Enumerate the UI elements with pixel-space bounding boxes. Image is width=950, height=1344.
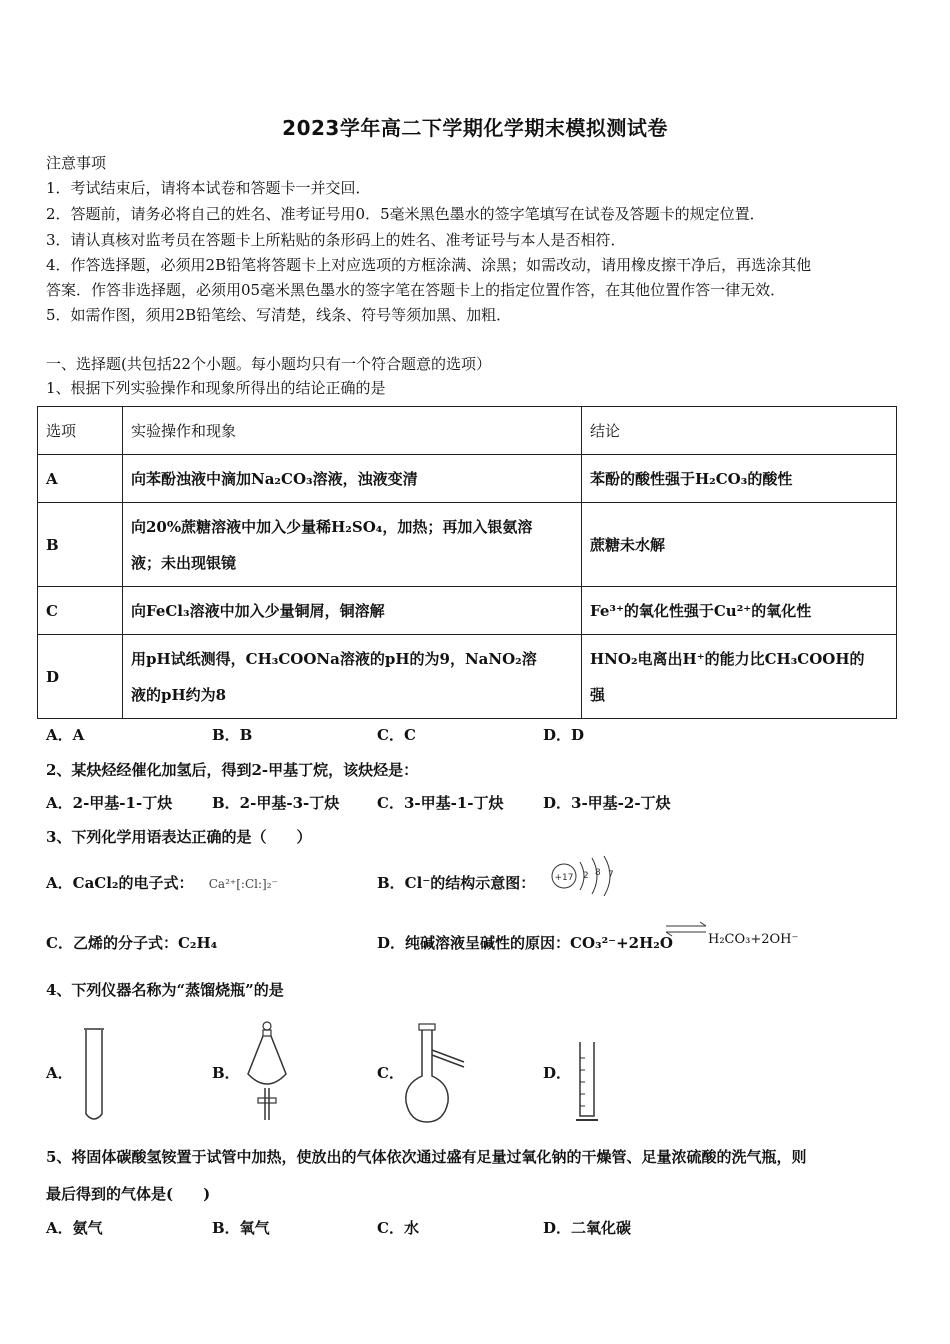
q3-option-c[interactable]: C．乙烯的分子式：C₂H₄ xyxy=(46,934,218,952)
notice-item: 2．答题前，请务必将自己的姓名、准考证号用0．5毫米黑色墨水的签字笔填写在试卷及答题卡的规定位置． xyxy=(46,205,765,223)
q1-option-b[interactable]: B．B xyxy=(212,726,253,744)
q5-stem-cont: 最后得到的气体是( ) xyxy=(46,1185,211,1203)
q1-option-c[interactable]: C．C xyxy=(377,726,416,744)
cacl2-electron-formula: Ca²⁺[:Cl:]₂⁻ xyxy=(208,877,278,891)
distilling-flask-icon xyxy=(402,1022,470,1124)
row-key: A xyxy=(38,455,123,503)
shell-electrons: 2 xyxy=(583,871,589,881)
nucleus-charge: +17 xyxy=(554,873,574,883)
q3-option-d[interactable] xyxy=(377,932,673,953)
q4-option-c[interactable]: C． xyxy=(377,1064,404,1082)
q4-option-b[interactable]: B． xyxy=(212,1064,240,1082)
row-operation: 向苯酚浊液中滴加Na₂CO₃溶液，浊液变清 xyxy=(123,455,582,503)
row-operation-cont: 液的pH约为8 xyxy=(131,685,227,704)
q2-option-d[interactable]: D．3-甲基-2-丁炔 xyxy=(543,794,671,812)
row-operation: 用pH试纸测得，CH₃COONa溶液的pH的为9，NaNO₂溶 xyxy=(131,649,537,668)
q1-option-d[interactable]: D．D xyxy=(543,726,585,744)
q5-option-d[interactable]: D．二氧化碳 xyxy=(543,1219,632,1237)
q2-option-c[interactable]: C．3-甲基-1-丁炔 xyxy=(377,794,504,812)
row-conclusion: HNO₂电离出H⁺的能力比CH₃COOH的 xyxy=(590,649,865,668)
row-key: B xyxy=(38,503,123,587)
test-tube-icon xyxy=(82,1024,106,1124)
q2-option-a[interactable]: A．2-甲基-1-丁炔 xyxy=(46,794,173,812)
table-row xyxy=(38,587,897,635)
q3-option-d-right: H₂CO₃+2OH⁻ xyxy=(708,932,799,947)
shell-electrons: 7 xyxy=(608,870,614,880)
row-operation-cont: 液；未出现银镜 xyxy=(131,553,237,572)
table-header: 结论 xyxy=(582,407,897,455)
q1-option-a[interactable]: A．A xyxy=(46,726,85,744)
notice-item: 3．请认真核对监考员在答题卡上所粘贴的条形码上的姓名、准考证号与本人是否相符． xyxy=(46,231,626,249)
row-key: C xyxy=(38,587,123,635)
q3-option-a[interactable] xyxy=(46,872,278,893)
q4-stem: 4、下列仪器名称为“蒸馏烧瓶”的是 xyxy=(46,981,284,999)
q2-option-b[interactable]: B．2-甲基-3-丁炔 xyxy=(212,794,340,812)
row-operation: 向20%蔗糖溶液中加入少量稀H₂SO₄，加热；再加入银氨溶 xyxy=(131,517,533,536)
q1-table xyxy=(37,406,897,719)
q3-option-b-text: B．Cl⁻的结构示意图： xyxy=(377,874,536,892)
row-conclusion-cont: 强 xyxy=(590,685,606,704)
row-conclusion: 苯酚的酸性强于H₂CO₃的酸性 xyxy=(582,455,897,503)
notice-item: 5．如需作图，须用2B铅笔绘、写清楚，线条、符号等须加黑、加粗． xyxy=(46,306,512,324)
notice-heading: 注意事项 xyxy=(46,154,107,172)
row-conclusion: 蔗糖未水解 xyxy=(582,503,897,587)
section-heading: 一、选择题(共包括22个小题。每小题均只有一个符合题意的选项） xyxy=(46,355,491,373)
chloride-structure-diagram-icon xyxy=(546,854,626,900)
q5-option-a[interactable]: A．氨气 xyxy=(46,1219,103,1237)
row-operation: 向FeCl₃溶液中加入少量铜屑，铜溶解 xyxy=(123,587,582,635)
table-header: 选项 xyxy=(38,407,123,455)
table-header: 实验操作和现象 xyxy=(123,407,582,455)
table-row xyxy=(38,455,897,503)
q5-stem: 5、将固体碳酸氢铵置于试管中加热，使放出的气体依次通过盛有足量过氧化钠的干燥管、足量浓硫酸的洗气瓶，则 xyxy=(46,1148,807,1166)
separatory-funnel-icon xyxy=(244,1016,290,1120)
table-row xyxy=(38,503,897,587)
q2-stem: 2、某炔烃经催化加氢后，得到2-甲基丁烷，该炔烃是： xyxy=(46,761,419,779)
q4-option-d[interactable]: D． xyxy=(543,1064,572,1082)
page-title: 2023学年高二下学期化学期末模拟测试卷 xyxy=(282,116,668,140)
shell-electrons: 8 xyxy=(595,868,601,878)
q5-option-b[interactable]: B．氧气 xyxy=(212,1219,270,1237)
table-row xyxy=(38,635,897,719)
q3-stem: 3、下列化学用语表达正确的是（ ） xyxy=(46,828,312,846)
q3-option-b[interactable] xyxy=(377,872,535,893)
notice-item: 4．作答选择题，必须用2B铅笔将答题卡上对应选项的方框涂满、涂黑；如需改动，请用橡皮擦干净后，再选涂其他 xyxy=(46,256,812,274)
q5-option-c[interactable]: C．水 xyxy=(377,1219,419,1237)
notice-item: 1．考试结束后，请将本试卷和答题卡一并交回． xyxy=(46,179,371,197)
q3-option-a-text: A．CaCl₂的电子式： xyxy=(46,874,194,892)
graduated-cylinder-icon xyxy=(574,1038,600,1124)
row-key: D xyxy=(38,635,123,719)
row-conclusion: Fe³⁺的氧化性强于Cu²⁺的氧化性 xyxy=(582,587,897,635)
notice-item: 答案．作答非选择题，必须用05毫米黑色墨水的签字笔在答题卡上的指定位置作答，在其他位置作答一律无效． xyxy=(46,281,786,299)
q4-option-a[interactable]: A． xyxy=(46,1064,73,1082)
q1-stem: 1、根据下列实验操作和现象所得出的结论正确的是 xyxy=(46,379,386,397)
q3-option-d-text: D．纯碱溶液呈碱性的原因：CO₃²⁻+2H₂O xyxy=(377,934,673,952)
reversible-arrow-icon xyxy=(664,920,708,940)
